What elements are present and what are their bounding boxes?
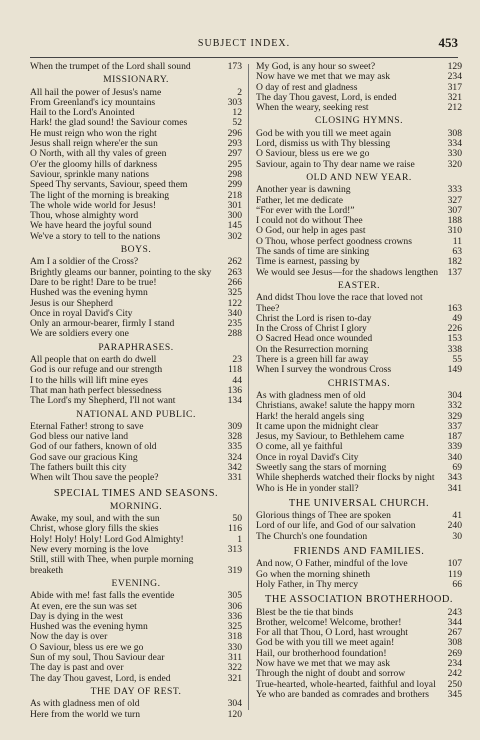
- page-title: SUBJECT INDEX.: [197, 38, 291, 49]
- hymn-number: 235: [227, 318, 242, 330]
- index-entry: [30, 329, 242, 339]
- hymn-number: 234: [447, 71, 462, 83]
- hymn-number: 317: [447, 81, 462, 93]
- hymn-number: 330: [447, 148, 462, 160]
- hymn-number: 263: [227, 266, 242, 278]
- hymn-number: 250: [447, 678, 462, 690]
- hymn-title: Thou, whose almighty word: [30, 210, 139, 222]
- hymn-number: 302: [227, 230, 242, 242]
- hymn-number: 187: [447, 431, 462, 443]
- index-entry: [30, 674, 242, 684]
- hymn-title: I could not do without Thee: [256, 215, 363, 227]
- index-entry: [256, 160, 462, 170]
- hymn-number: 226: [447, 323, 462, 335]
- hymn-title: Blest be the tie that binds: [256, 606, 354, 618]
- hymn-number: 52: [232, 117, 242, 129]
- subsection-heading: OLD AND NEW YEAR.: [306, 171, 412, 183]
- hymn-title: Abide with me! fast falls the eventide: [30, 590, 175, 602]
- hymn-number: 324: [227, 451, 242, 463]
- hymn-number: 322: [227, 662, 242, 674]
- hymn-title: The light of the morning is breaking: [30, 189, 170, 201]
- hymn-title: All hail the power of Jesus's name: [30, 86, 162, 98]
- hymn-title: Jesus is our Shepherd: [30, 297, 113, 309]
- hymn-number: 310: [447, 225, 462, 237]
- hymn-title: Hail, our brotherhood foundation!: [256, 647, 387, 659]
- hymn-number: 303: [227, 96, 242, 108]
- hymn-title: God bless our native land: [30, 431, 129, 443]
- hymn-title: We are soldiers every one: [30, 328, 129, 340]
- hymn-title: Glorious things of Thee are spoken: [256, 510, 391, 522]
- hymn-number: 304: [447, 389, 462, 401]
- hymn-title: Brother, welcome! Welcome, brother!: [256, 616, 402, 628]
- hymn-number: 336: [227, 610, 242, 622]
- hymn-number: 44: [232, 374, 242, 386]
- hymn-number: 153: [447, 333, 462, 345]
- hymn-number: 49: [452, 312, 462, 324]
- hymn-title: When I survey the wondrous Cross: [256, 364, 392, 376]
- hymn-number: 118: [227, 364, 242, 376]
- index-entry: [30, 232, 242, 242]
- hymn-number: 50: [232, 513, 242, 525]
- hymn-title: While shepherds watched their flocks by night: [256, 472, 435, 484]
- hymn-title: Sun of my soul, Thou Saviour dear: [30, 652, 165, 664]
- hymn-number: 269: [447, 647, 462, 659]
- hymn-number: 145: [227, 220, 242, 232]
- hymn-title: Christ, whose glory fills the skies: [30, 523, 159, 535]
- hymn-title: Brightly gleams our banner, pointing to the sky: [30, 266, 212, 278]
- hymn-number: 2: [237, 86, 242, 98]
- hymn-number: 308: [447, 127, 462, 139]
- index-entry: [30, 473, 242, 483]
- hymn-title: Who is He in yonder stall?: [256, 482, 359, 494]
- hymn-title: Still, still with Thee, when purple morning breaketh: [30, 554, 194, 576]
- hymn-title: The fathers built this city: [30, 461, 127, 473]
- hymn-title: O day of rest and gladness: [256, 81, 358, 93]
- hymn-number: 328: [227, 431, 242, 443]
- section-heading: SPECIAL TIMES AND SEASONS.: [53, 487, 219, 499]
- hymn-number: 23: [232, 354, 242, 366]
- index-entry: [256, 580, 462, 590]
- hymn-number: 134: [227, 395, 242, 407]
- hymn-number: 296: [227, 127, 242, 139]
- hymn-title: Hushed was the evening hymn: [30, 621, 148, 633]
- index-entry: [30, 699, 242, 709]
- hymn-title: Now have we met that we may ask: [256, 71, 391, 83]
- hymn-number: 318: [227, 631, 242, 643]
- hymn-title: From Greenland's icy mountains: [30, 96, 156, 108]
- hymn-number: 341: [447, 482, 462, 494]
- hymn-title: Through the night of doubt and sorrow: [256, 668, 406, 680]
- hymn-number: 188: [447, 215, 462, 227]
- hymn-title: Saviour, sprinkle many nations: [30, 168, 149, 180]
- hymn-title: Time is earnest, passing by: [256, 256, 360, 268]
- subsection-heading: EASTER.: [337, 279, 381, 291]
- hymn-title: My God, is any hour so sweet?: [256, 61, 376, 72]
- hymn-title: In the Cross of Christ I glory: [256, 323, 367, 335]
- hymn-number: 321: [227, 672, 242, 684]
- hymn-number: 11: [452, 235, 462, 247]
- hymn-number: 342: [227, 461, 242, 473]
- index-entry: [256, 103, 462, 113]
- hymn-number: 66: [452, 578, 462, 590]
- hymn-number: 119: [447, 568, 462, 580]
- hymn-title: We would see Jesus—for the shadows lengthen: [256, 266, 439, 278]
- hymn-number: 337: [447, 420, 462, 432]
- hymn-number: 182: [447, 256, 462, 268]
- hymn-number: 309: [227, 420, 242, 432]
- hymn-title: God save our gracious King: [30, 451, 138, 463]
- hymn-title: And now, O Father, mindful of the love: [256, 558, 408, 570]
- hymn-number: 137: [447, 266, 462, 278]
- hymn-number: 267: [447, 627, 462, 639]
- hymn-title: Hushed was the evening hymn: [30, 287, 148, 299]
- hymn-title: Another year is dawning: [256, 184, 351, 196]
- hymn-number: 41: [452, 510, 462, 522]
- index-entry: [256, 532, 462, 542]
- hymn-title: The whole wide world for Jesus!: [30, 199, 157, 211]
- hymn-number: 343: [447, 472, 462, 484]
- hymn-number: 173: [227, 61, 242, 72]
- hymn-title: Hark! the glad sound! the Saviour comes: [30, 117, 188, 129]
- hymn-number: 55: [452, 354, 462, 366]
- hymn-title: God be with you till we meet again!: [256, 637, 395, 649]
- hymn-number: 122: [227, 297, 242, 309]
- hymn-number: 338: [447, 343, 462, 355]
- hymn-title: O God, our help in ages past: [256, 225, 366, 237]
- hymn-title: The Lord's my Shepherd, I'll not want: [30, 395, 176, 407]
- hymn-number: 218: [227, 189, 242, 201]
- hymn-title: Lord of our life, and God of our salvation: [256, 520, 416, 532]
- hymn-title: The sands of time are sinking: [256, 246, 370, 258]
- hymn-number: 329: [447, 410, 462, 422]
- subsection-heading: PARAPHRASES.: [98, 341, 174, 353]
- hymn-number: 327: [447, 194, 462, 206]
- hymn-title: Awake, my soul, and with the sun: [30, 513, 160, 525]
- header-rule: [30, 57, 458, 58]
- subsection-heading: MISSIONARY.: [103, 74, 169, 86]
- hymn-number: 325: [227, 621, 242, 633]
- page-number: 453: [438, 35, 458, 50]
- hymn-title: We've a story to tell to the nations: [30, 230, 161, 242]
- hymn-title: When the trumpet of the Lord shall sound: [30, 61, 191, 72]
- hymn-number: 63: [452, 246, 462, 258]
- hymn-number: 262: [227, 256, 242, 268]
- index-entry: [30, 396, 242, 406]
- hymn-title: At even, ere the sun was set: [30, 600, 137, 612]
- hymn-title: The day Thou gavest, Lord, is ended: [30, 672, 171, 684]
- hymn-number: 332: [447, 400, 462, 412]
- hymn-number: 340: [447, 451, 462, 463]
- index-entry: [30, 288, 242, 298]
- subsection-heading: NATIONAL AND PUBLIC.: [76, 408, 196, 420]
- hymn-title: For all that Thou, O Lord, hast wrought: [256, 627, 408, 639]
- index-entry: [256, 484, 462, 494]
- hymn-title: Now the day is over: [30, 631, 108, 643]
- hymn-number: 345: [447, 688, 462, 700]
- hymn-title: He must reign who won the right: [30, 127, 157, 139]
- hymn-title: O Saviour, bless us ere we go: [30, 641, 144, 653]
- hymn-number: 339: [447, 441, 462, 453]
- hymn-number: 234: [447, 658, 462, 670]
- hymn-title: God be with you till we meet again: [256, 127, 392, 139]
- index-entry: [256, 690, 462, 700]
- hymn-title: Saviour, again to Thy dear name we raise: [256, 158, 415, 170]
- left-column: [30, 62, 242, 720]
- hymn-title: Dare to be right! Dare to be true!: [30, 276, 157, 288]
- hymn-number: 330: [227, 641, 242, 653]
- hymn-number: 306: [227, 600, 242, 612]
- hymn-title: Christ the Lord is risen to-day: [256, 312, 372, 324]
- hymn-number: 266: [227, 276, 242, 288]
- index-entry: [256, 401, 462, 411]
- hymn-number: 321: [447, 91, 462, 103]
- hymn-number: 30: [452, 530, 462, 542]
- hymn-number: 304: [227, 698, 242, 710]
- hymn-number: 311: [227, 652, 242, 664]
- hymn-number: 297: [227, 148, 242, 160]
- hymn-title: On the Resurrection morning: [256, 343, 369, 355]
- hymn-number: 288: [227, 328, 242, 340]
- running-header: [30, 35, 458, 56]
- hymn-title: It came upon the midnight clear: [256, 420, 379, 432]
- hymn-title: We have heard the joyful sound: [30, 220, 152, 232]
- hymn-title: Go when the morning shineth: [256, 568, 371, 580]
- hymn-title: Speed Thy servants, Saviour, speed them: [30, 179, 188, 191]
- section-heading: THE ASSOCIATION BROTHERHOOD.: [264, 594, 454, 606]
- hymn-number: 295: [227, 158, 242, 170]
- hymn-number: 308: [447, 637, 462, 649]
- hymn-title: New every morning is the love: [30, 544, 149, 556]
- hymn-number: 325: [227, 287, 242, 299]
- hymn-title: Sweetly sang the stars of morning: [256, 461, 387, 473]
- hymn-title: I to the hills will lift mine eyes: [30, 374, 149, 386]
- hymn-number: 243: [447, 606, 462, 618]
- hymn-title: Ye who are banded as comrades and brothers: [256, 688, 429, 700]
- hymn-number: 300: [227, 210, 242, 222]
- index-entry: [30, 62, 242, 72]
- hymn-number: 333: [447, 184, 462, 196]
- hymn-title: As with gladness men of old: [30, 698, 140, 710]
- hymn-number: 305: [227, 590, 242, 602]
- hymn-title: Christians, awake! salute the happy morn: [256, 400, 415, 412]
- index-entry: [30, 591, 242, 601]
- hymn-number: 331: [227, 472, 242, 484]
- index-entry: [256, 268, 462, 278]
- hymn-title: Holy! Holy! Holy! Lord God Almighty!: [30, 533, 184, 545]
- hymn-number: 116: [227, 523, 242, 535]
- hymn-title: Once in royal David's City: [30, 307, 133, 319]
- hymn-title: O Saviour, bless us ere we go: [256, 148, 370, 160]
- subsection-heading: CLOSING HYMNS.: [314, 115, 404, 127]
- hymn-title: O Sacred Head once wounded: [256, 333, 373, 345]
- hymn-title: Hail to the Lord's Anointed: [30, 107, 135, 119]
- hymn-title: Day is dying in the west: [30, 610, 123, 622]
- hymn-number: 163: [447, 302, 462, 314]
- hymn-number: 69: [452, 461, 462, 473]
- index-entry: [256, 365, 462, 375]
- hymn-number: 212: [447, 102, 462, 114]
- hymn-title: The Church's one foundation: [256, 530, 368, 542]
- hymn-title: Father, let me dedicate: [256, 194, 343, 206]
- hymn-title: O come, all ye faithful: [256, 441, 343, 453]
- section-heading: FRIENDS AND FAMILIES.: [293, 546, 425, 558]
- hymn-number: 129: [447, 61, 462, 72]
- hymn-title: The day is past and over: [30, 662, 124, 674]
- hymn-title: When the weary, seeking rest: [256, 102, 369, 114]
- hymn-title: God is our refuge and our strength: [30, 364, 163, 376]
- section-heading: THE UNIVERSAL CHURCH.: [288, 497, 430, 509]
- right-column: [256, 62, 462, 700]
- column-divider: [248, 64, 249, 710]
- hymn-title: Jesus, my Saviour, to Bethlehem came: [256, 431, 405, 443]
- hymn-title: Jesus shall reign where'er the sun: [30, 138, 158, 150]
- hymn-title: That man hath perfect blessedness: [30, 384, 162, 396]
- hymn-title: O Thou, whose perfect goodness crowns: [256, 235, 412, 247]
- hymn-title: Am I a soldier of the Cross?: [30, 256, 139, 268]
- hymn-title: Once in royal David's City: [256, 451, 359, 463]
- hymn-number: 340: [227, 307, 242, 319]
- subsection-heading: BOYS.: [120, 244, 152, 256]
- hymn-number: 307: [447, 204, 462, 216]
- hymn-number: 107: [447, 558, 462, 570]
- index-entry: [256, 293, 462, 314]
- hymn-title: And didst Thou love the race that loved not Thee?: [256, 292, 423, 314]
- subsection-heading: CHRISTMAS.: [327, 377, 391, 389]
- index-entry: [30, 710, 242, 720]
- hymn-number: 313: [227, 544, 242, 556]
- hymn-number: 240: [447, 520, 462, 532]
- hymn-title: The day Thou gavest, Lord, is ended: [256, 91, 397, 103]
- hymn-number: 120: [227, 708, 242, 720]
- hymn-title: O'er the gloomy hills of darkness: [30, 158, 158, 170]
- hymn-title: As with gladness men of old: [256, 389, 366, 401]
- hymn-title: All people that on earth do dwell: [30, 354, 157, 366]
- subsection-heading: MORNING.: [109, 500, 163, 512]
- hymn-number: 149: [447, 364, 462, 376]
- hymn-number: 12: [232, 107, 242, 119]
- subsection-heading: THE DAY OF REST.: [90, 685, 182, 697]
- hymn-title: Lord, dismiss us with Thy blessing: [256, 138, 391, 150]
- hymn-number: 344: [447, 616, 462, 628]
- hymn-title: Holy Father, in Thy mercy: [256, 578, 359, 590]
- index-entry: [30, 555, 242, 576]
- hymn-title: Eternal Father! strong to save: [30, 420, 144, 432]
- hymn-title: Here from the world we turn: [30, 708, 141, 720]
- hymn-number: 299: [227, 179, 242, 191]
- hymn-number: 301: [227, 199, 242, 211]
- hymn-title: When wilt Thou save the people?: [30, 472, 159, 484]
- hymn-title: O North, with all thy vales of green: [30, 148, 167, 160]
- hymn-number: 136: [227, 384, 242, 396]
- hymn-number: 335: [227, 441, 242, 453]
- hymn-number: 334: [447, 138, 462, 150]
- hymn-title: True-hearted, whole-hearted, faithful and loyal: [256, 678, 436, 690]
- hymn-number: 1: [237, 533, 242, 545]
- hymn-number: 320: [447, 158, 462, 170]
- hymn-title: Only an armour-bearer, firmly I stand: [30, 318, 175, 330]
- hymn-title: God of our fathers, known of old: [30, 441, 157, 453]
- subsection-heading: EVENING.: [111, 577, 161, 589]
- hymn-title: There is a green hill far away: [256, 354, 369, 366]
- hymn-title: Hark! the herald angels sing: [256, 410, 365, 422]
- hymn-title: Now have we met that we may ask: [256, 658, 391, 670]
- hymn-number: 242: [447, 668, 462, 680]
- hymn-number: 319: [227, 564, 242, 576]
- hymn-number: 293: [227, 138, 242, 150]
- hymn-number: 298: [227, 168, 242, 180]
- hymn-title: “For ever with the Lord!”: [256, 204, 355, 216]
